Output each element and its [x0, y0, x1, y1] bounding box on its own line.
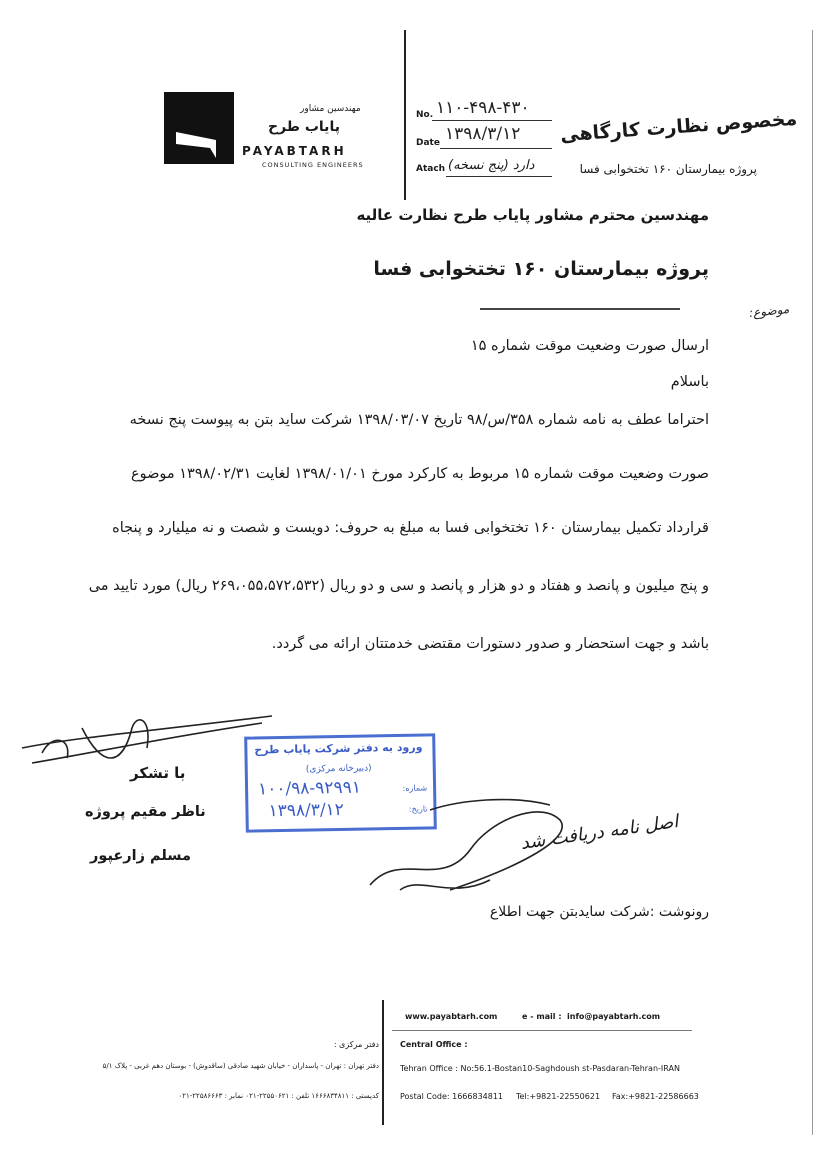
cc-line: رونوشت :شرکت سایدبتن جهت اطلاع — [489, 904, 709, 920]
closing-thanks: با تشکر — [130, 764, 186, 782]
stamp-date-label: تاریخ: — [408, 804, 428, 814]
stamp-number-value: ۱۰۰/۹۸-۹۲۹۹۱ — [257, 777, 362, 800]
closing-name: مسلم زارعپور — [90, 848, 191, 864]
stamp-number-label: شماره: — [402, 783, 428, 793]
atach-underline — [446, 176, 552, 177]
no-underline — [432, 120, 552, 121]
closing-role: ناظر مقیم پروژه — [85, 804, 206, 820]
greeting: باسلام — [670, 374, 709, 390]
stamp-date-value: ۱۳۹۸/۳/۱۲ — [268, 799, 345, 822]
handwritten-note: اصل نامه دریافت شد — [519, 811, 680, 854]
header-divider — [404, 30, 406, 200]
date-underline — [440, 148, 552, 149]
footer-email[interactable]: info@payabtarh.com — [567, 1012, 661, 1021]
logo-mark-icon — [164, 92, 234, 164]
postal-code: Postal Code: 1666834811 — [400, 1092, 504, 1101]
project-title: پروژه بیمارستان ۱۶۰ تختخوابی فسا — [373, 258, 709, 280]
no-label: No. — [416, 110, 434, 120]
central-office-label: Central Office : — [400, 1040, 468, 1049]
body-line: احتراما عطف به نامه شماره ۳۵۸/س/۹۸ تاریخ ۱۳۹۸/۰۳/۰۷ شرکت ساید بتن به پیوست پنج نسخه — [129, 412, 709, 428]
no-value: ۱۱۰-۴۹۸-۴۳۰ — [436, 98, 530, 118]
body-line: باشد و جهت استحضار و صدور دستورات مقتضی خدمتتان ارائه می گردد. — [271, 636, 709, 652]
footer-email-label: e - mail : — [522, 1012, 562, 1021]
date-label: Date — [416, 138, 440, 148]
firm-title-fa: مهندسین مشاور — [300, 104, 361, 114]
firm-tagline-en: CONSULTING ENGINEERS — [262, 161, 364, 169]
tehran-office: Tehran Office : No:56.1-Bostan10-Saghdoush st-Pasdaran-Tehran-IRAN — [400, 1064, 680, 1073]
date-value: ۱۳۹۸/۳/۱۲ — [445, 124, 521, 144]
project-reference: پروژه بیمارستان ۱۶۰ تختخوابی فسا — [579, 162, 757, 176]
footer-website[interactable]: www.payabtarh.com — [405, 1012, 498, 1021]
body-line: و پنج میلیون و پانصد و هفتاد و دو هزار و پانصد و سی و دو ریال (۲۶۹،۰۵۵،۵۷۲،۵۳۲ ریال) مورد تایید می — [88, 578, 709, 594]
footer-rule — [392, 1030, 692, 1031]
stamp-subtitle: (دبیرخانه مرکزی) — [305, 763, 372, 775]
title-underline — [480, 308, 680, 310]
firm-name-en: PAYABTARH — [242, 144, 347, 158]
subject-label: موضوع: — [748, 301, 790, 321]
body-line: صورت وضعیت موقت شماره ۱۵ مربوط به کارکرد مورخ ۱۳۹۸/۰۱/۰۱ لغایت ۱۳۹۸/۰۲/۳۱ موضوع — [130, 466, 709, 482]
footer-tel: Tel:+9821-22550621 — [516, 1092, 601, 1101]
firm-logo — [164, 92, 234, 164]
fa-central-label: دفتر مرکزی : — [333, 1040, 379, 1049]
recipient: مهندسین محترم مشاور پایاب طرح نظارت عالیه — [356, 206, 709, 224]
atach-value: دارد (پنج نسخه) — [448, 158, 535, 173]
footer-fax: Fax:+9821-22586663 — [612, 1092, 699, 1101]
receiver-signature-icon — [360, 790, 580, 920]
page-edge — [812, 30, 813, 1135]
fa-phones: کدپستی : ۱۶۶۶۸۳۴۸۱۱ تلفن : ۲۲۵۵۰۶۲۱-۰۲۱ نمابر : ۲۲۵۸۶۶۶۳-۰۲۱ — [178, 1092, 379, 1100]
subject: ارسال صورت وضعیت موقت شماره ۱۵ — [470, 338, 709, 354]
body-line: قرارداد تکمیل بیمارستان ۱۶۰ تختخوابی فسا به مبلغ به حروف: دویست و شصت و نه میلیارد و پنجاه — [112, 520, 709, 536]
fa-address: دفتر تهران : تهران - پاسداران - خیابان شهید صادقی (ساقدوش) - بوستان دهم غربی - پلاک ۵/۱ — [102, 1062, 379, 1070]
special-note: مخصوص نظارت کارگاهی — [559, 107, 798, 147]
stamp-title: ورود به دفتر شرکت پایاب طرح — [254, 740, 423, 757]
firm-name-fa: پایاب طرح — [268, 119, 340, 135]
footer-divider — [382, 1000, 384, 1125]
atach-label: Atach — [416, 164, 446, 174]
